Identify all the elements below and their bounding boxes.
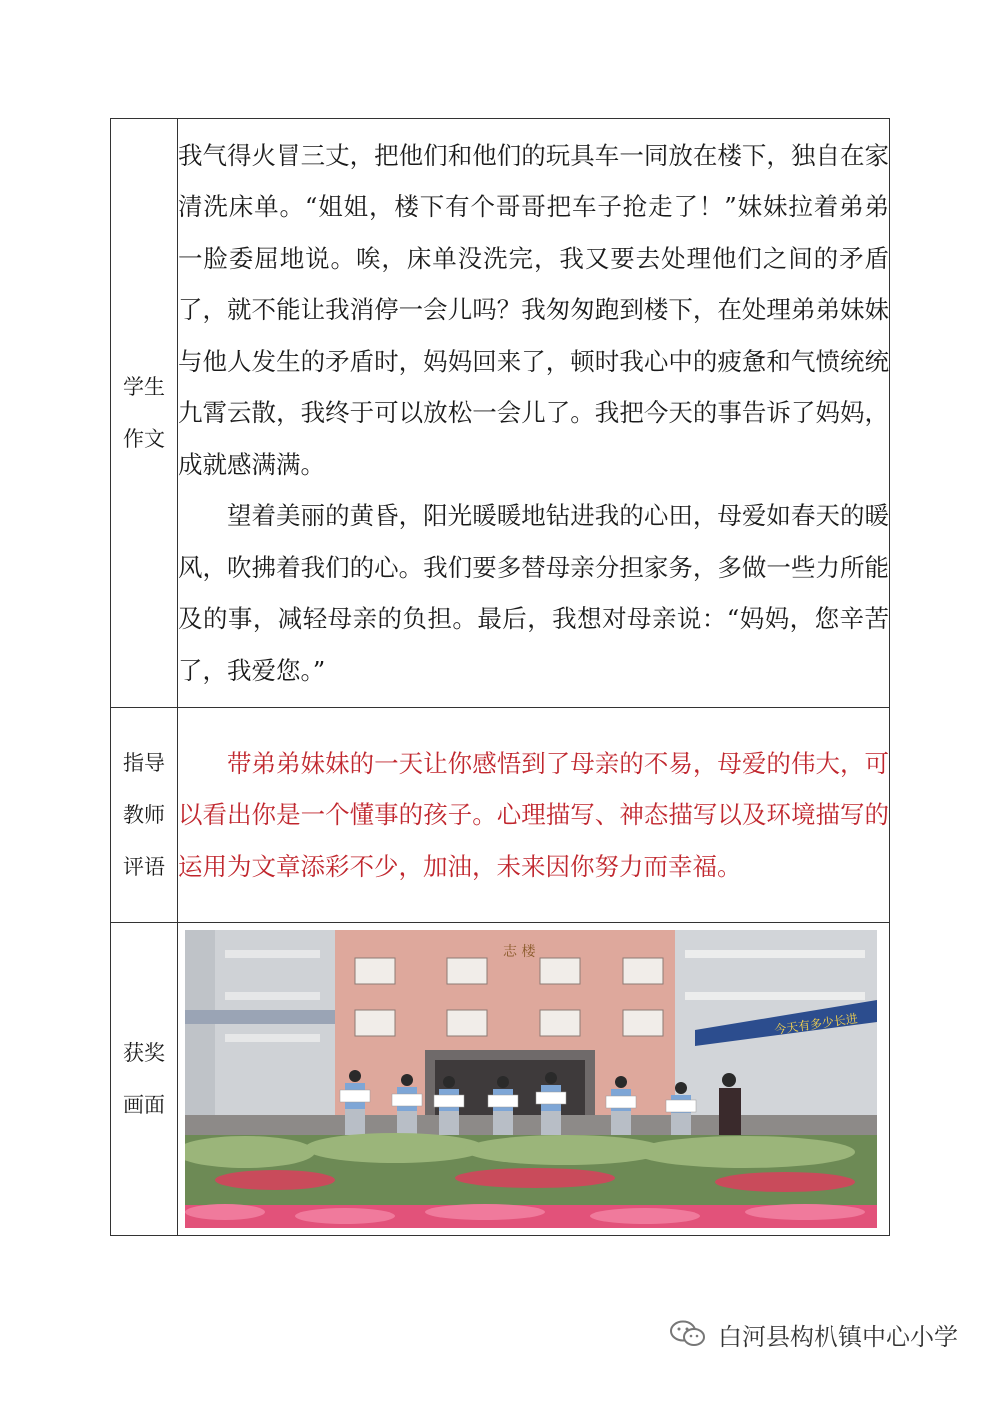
award-photo-illustration bbox=[185, 930, 877, 1228]
label-student-essay bbox=[111, 119, 178, 708]
label-award-photo bbox=[111, 923, 178, 1236]
label-line: 学生 bbox=[123, 375, 165, 399]
comment-paragraph: 带弟弟妹妹的一天让你感悟到了母亲的不易，母爱的伟大，可以看出你是一个懂事的孩子。心理描写、神态描写以及环境描写的运用为文章添彩不少，加油，未来因你努力而幸福。 bbox=[178, 748, 889, 881]
label-line: 获奖 bbox=[123, 1041, 165, 1065]
label-teacher-comment bbox=[111, 708, 178, 923]
banner-text: 今天有多少长进 bbox=[773, 1011, 859, 1037]
label-line: 教师 bbox=[123, 803, 165, 827]
essay-table bbox=[110, 118, 890, 1236]
footer-account bbox=[668, 1314, 958, 1354]
award-photo bbox=[185, 930, 877, 1228]
account-name: 白河县构朳镇中心小学 bbox=[718, 1322, 958, 1351]
label-line: 指导 bbox=[123, 751, 165, 775]
teacher-comment-content bbox=[178, 708, 890, 923]
label-line: 画面 bbox=[123, 1093, 165, 1117]
row-award-photo bbox=[111, 923, 890, 1236]
row-teacher-comment bbox=[111, 708, 890, 923]
essay-paragraph: 望着美丽的黄昏，阳光暖暖地钻进我的心田，母爱如春天的暖风，吹拂着我们的心。我们要多替母亲分担家务，多做一些力所能及的事，减轻母亲的负担。最后，我想对母亲说：“妈妈，您辛苦了，我爱您。” bbox=[178, 501, 889, 685]
wechat-icon bbox=[668, 1319, 708, 1349]
row-student-essay bbox=[111, 119, 890, 708]
student-essay-content bbox=[178, 119, 890, 708]
building-sign: 志 楼 bbox=[503, 944, 536, 960]
award-photo-cell bbox=[178, 923, 890, 1236]
label-line: 作文 bbox=[123, 427, 165, 451]
label-line: 评语 bbox=[123, 855, 165, 879]
essay-paragraph: 我气得火冒三丈，把他们和他们的玩具车一同放在楼下，独自在家清洗床单。“姐姐，楼下有个哥哥把车子抢走了！”妹妹拉着弟弟一脸委屈地说。唉，床单没洗完，我又要去处理他们之间的矛盾了，就不能让我消停一会儿吗？我匆匆跑到楼下，在处理弟弟妹妹与他人发生的矛盾时，妈妈回来了，顿时我心中的疲惫和气愤统统九霄云散，我终于可以放松一会儿了。我把今天的事告诉了妈妈，成就感满满。 bbox=[178, 140, 889, 479]
